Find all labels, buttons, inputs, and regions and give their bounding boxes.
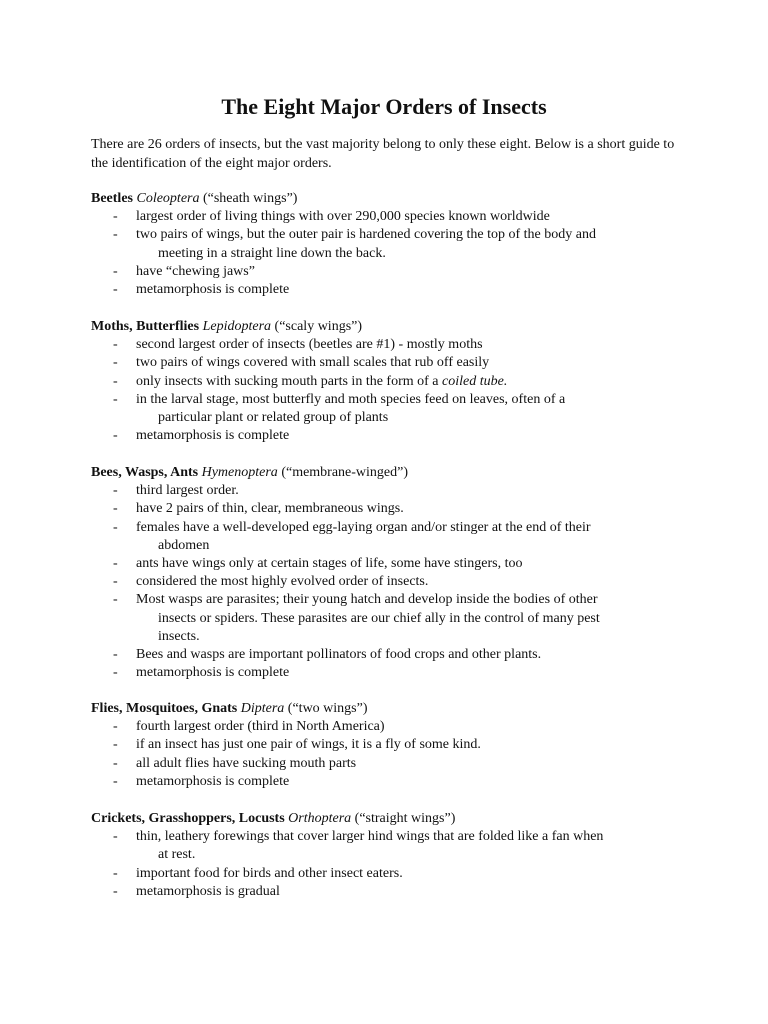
common-name: Crickets, Grasshoppers, Locusts (91, 811, 285, 826)
list-item: - largest order of living things with over 290,000 species known worldwide (91, 208, 676, 226)
list-item: - metamorphosis is complete (91, 664, 676, 682)
section-heading (91, 190, 691, 208)
section-heading (91, 700, 691, 718)
bullet-dash: - (113, 865, 118, 881)
latin-name: Diptera (240, 701, 285, 716)
section-heading (91, 318, 691, 336)
bullet-dash: - (113, 755, 118, 771)
bullet-dash: - (113, 337, 118, 353)
list-item: - metamorphosis is complete (91, 281, 676, 299)
section-flies-mosquitoes-gnats (91, 700, 691, 791)
list-item: - in the larval stage, most butterfly and moth species feed on leaves, often of a particular plant or related group of plants (113, 391, 566, 425)
bullet-dash: - (113, 263, 118, 279)
list-item: - metamorphosis is complete (91, 427, 676, 445)
latin-name: Orthoptera (288, 811, 352, 826)
name-meaning: (“membrane-winged”) (281, 465, 409, 480)
bullet-dash: - (113, 428, 118, 444)
section-heading (91, 464, 691, 482)
bullet-list (91, 482, 691, 682)
list-item: - females have a well-developed egg-laying organ and/or stinger at the end of their abdomen (113, 519, 591, 553)
bullet-dash: - (113, 665, 118, 681)
bullet-dash: - (113, 227, 118, 243)
bullet-dash: - (113, 719, 118, 735)
bullet-list (91, 718, 691, 791)
common-name: Beetles (91, 191, 133, 206)
section-heading (91, 810, 691, 828)
name-meaning: (“sheath wings”) (202, 191, 298, 206)
list-item: - metamorphosis is complete (91, 773, 676, 791)
bullet-dash: - (113, 483, 118, 499)
name-meaning: (“scaly wings”) (274, 319, 363, 334)
list-item: - ants have wings only at certain stages of life, some have stingers, too (91, 555, 676, 573)
bullet-dash: - (113, 574, 118, 590)
bullet-list (91, 208, 691, 299)
list-item: - third largest order. (91, 482, 676, 500)
list-item: - Bees and wasps are important pollinators of food crops and other plants. (91, 646, 676, 664)
bullet-dash: - (113, 773, 118, 789)
list-item: - second largest order of insects (beetles are #1) - mostly moths (91, 336, 676, 354)
bullet-dash: - (113, 282, 118, 297)
list-item: - all adult flies have sucking mouth parts (91, 755, 676, 773)
latin-name: Hymenoptera (201, 465, 278, 480)
bullet-dash: - (113, 209, 118, 225)
page-title: The Eight Major Orders of Insects (221, 94, 547, 119)
bullet-dash: - (113, 556, 118, 571)
bullet-dash: - (113, 829, 118, 845)
common-name: Flies, Mosquitoes, Gnats (91, 701, 238, 716)
list-item: - thin, leathery forewings that cover larger hind wings that are folded like a fan when at rest. (113, 829, 604, 863)
list-item: - if an insect has just one pair of wings, it is a fly of some kind. (91, 736, 676, 754)
section-moths-butterflies (91, 318, 691, 445)
bullet-dash: - (113, 883, 118, 899)
intro-paragraph: There are 26 orders of insects, but the vast majority belong to only these eight. Below is a short guide to the identification of the eight major orders. (91, 137, 675, 171)
bullet-dash: - (113, 355, 118, 371)
bullet-list (91, 828, 691, 901)
bullet-dash: - (113, 373, 118, 389)
list-item: - metamorphosis is gradual (91, 883, 676, 901)
list-item: - important food for birds and other insect eaters. (91, 865, 676, 883)
section-beetles (91, 190, 691, 299)
bullet-dash: - (113, 501, 118, 517)
list-item: - two pairs of wings covered with small scales that rub off easily (91, 354, 676, 372)
common-name: Bees, Wasps, Ants (91, 465, 199, 480)
latin-name: Coleoptera (136, 191, 200, 206)
list-item: - two pairs of wings, but the outer pair is hardened covering the top of the body and meeting in a straight line down the back. (113, 227, 596, 261)
list-item: - considered the most highly evolved order of insects. (91, 573, 676, 591)
bullet-list (91, 336, 691, 445)
common-name: Moths, Butterflies (91, 319, 200, 334)
latin-name: Lepidoptera (202, 319, 272, 334)
bullet-dash: - (113, 737, 118, 753)
bullet-dash: - (113, 592, 118, 608)
list-item: - Most wasps are parasites; their young hatch and develop inside the bodies of other insects or spiders. These parasites are our chief ally in the control of many pest insects. (113, 592, 600, 644)
bullet-dash: - (113, 391, 118, 407)
name-meaning: (“two wings”) (287, 701, 368, 716)
bullet-dash: - (113, 519, 118, 535)
name-meaning: (“straight wings”) (354, 811, 456, 826)
list-item: - have “chewing jaws” (91, 263, 676, 281)
bullet-dash: - (113, 647, 118, 663)
list-item: - have 2 pairs of thin, clear, membraneous wings. (91, 500, 676, 518)
section-bees-wasps-ants (91, 464, 691, 682)
section-crickets-grasshoppers-locusts (91, 810, 691, 901)
list-item: - only insects with sucking mouth parts in the form of a coiled tube. (91, 373, 676, 391)
list-item: - fourth largest order (third in North America) (91, 718, 676, 736)
emphasis-text: coiled tube. (442, 373, 508, 389)
